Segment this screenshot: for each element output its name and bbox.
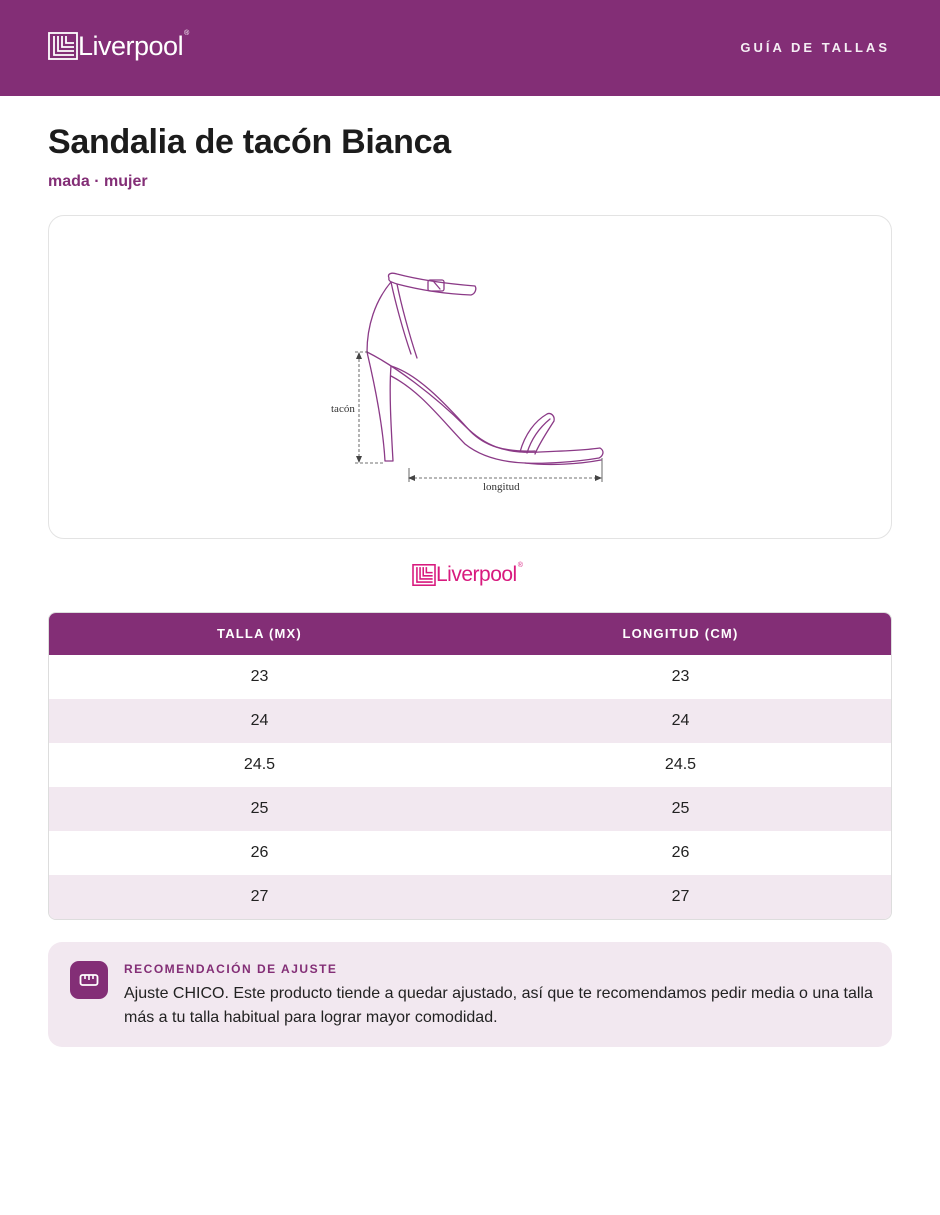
logo-wordmark: Liverpool [436, 563, 517, 586]
breadcrumb[interactable]: mada · mujer [48, 173, 148, 190]
heel-height-label: tacón [331, 403, 355, 415]
liverpool-logo-icon [412, 564, 436, 586]
length-cell: 26 [671, 844, 690, 861]
top-header [0, 0, 940, 96]
fit-recommendation-card [48, 942, 892, 1047]
size-cell: 27 [250, 888, 269, 905]
liverpool-logo-icon [48, 32, 78, 60]
fit-recommendation-text: Ajuste CHICO. Este producto tiende a quedar ajustado, así que te recomendamos pedir media o una talla más a tu talla habitual para lograr mayor comodidad. [124, 985, 873, 1026]
page-title: Sandalia de tacón Bianca [48, 123, 451, 161]
table-row [49, 655, 891, 699]
fit-recommendation-title: RECOMENDACIÓN DE AJUSTE [124, 962, 338, 976]
table-row [49, 875, 891, 919]
size-cell: 26 [250, 844, 269, 861]
ruler-icon [70, 961, 108, 999]
table-row [49, 787, 891, 831]
table-body [49, 655, 891, 919]
length-cell: 23 [671, 668, 690, 685]
registered-mark: ® [517, 562, 523, 569]
header-title: GUÍA DE TALLAS [740, 40, 890, 55]
liverpool-brand-logo [412, 562, 523, 588]
column-header-size: TALLA (MX) [217, 626, 302, 641]
liverpool-logo[interactable] [48, 30, 189, 62]
size-cell: 25 [250, 800, 269, 817]
sandal-illustration-card [48, 215, 892, 539]
size-table [48, 612, 892, 920]
size-cell: 24.5 [243, 756, 276, 773]
sandal-measure-illustration [325, 256, 625, 506]
table-row [49, 743, 891, 787]
length-cell: 24 [671, 712, 690, 729]
logo-wordmark: Liverpool [78, 31, 184, 61]
length-label: longitud [483, 481, 520, 493]
column-header-length: LONGITUD (CM) [622, 626, 739, 641]
length-cell: 27 [671, 888, 690, 905]
size-cell: 24 [250, 712, 269, 729]
table-row [49, 699, 891, 743]
table-row [49, 831, 891, 875]
table-header [49, 613, 891, 655]
length-cell: 24.5 [664, 756, 697, 773]
length-cell: 25 [671, 800, 690, 817]
registered-mark: ® [184, 30, 190, 37]
size-cell: 23 [250, 668, 269, 685]
